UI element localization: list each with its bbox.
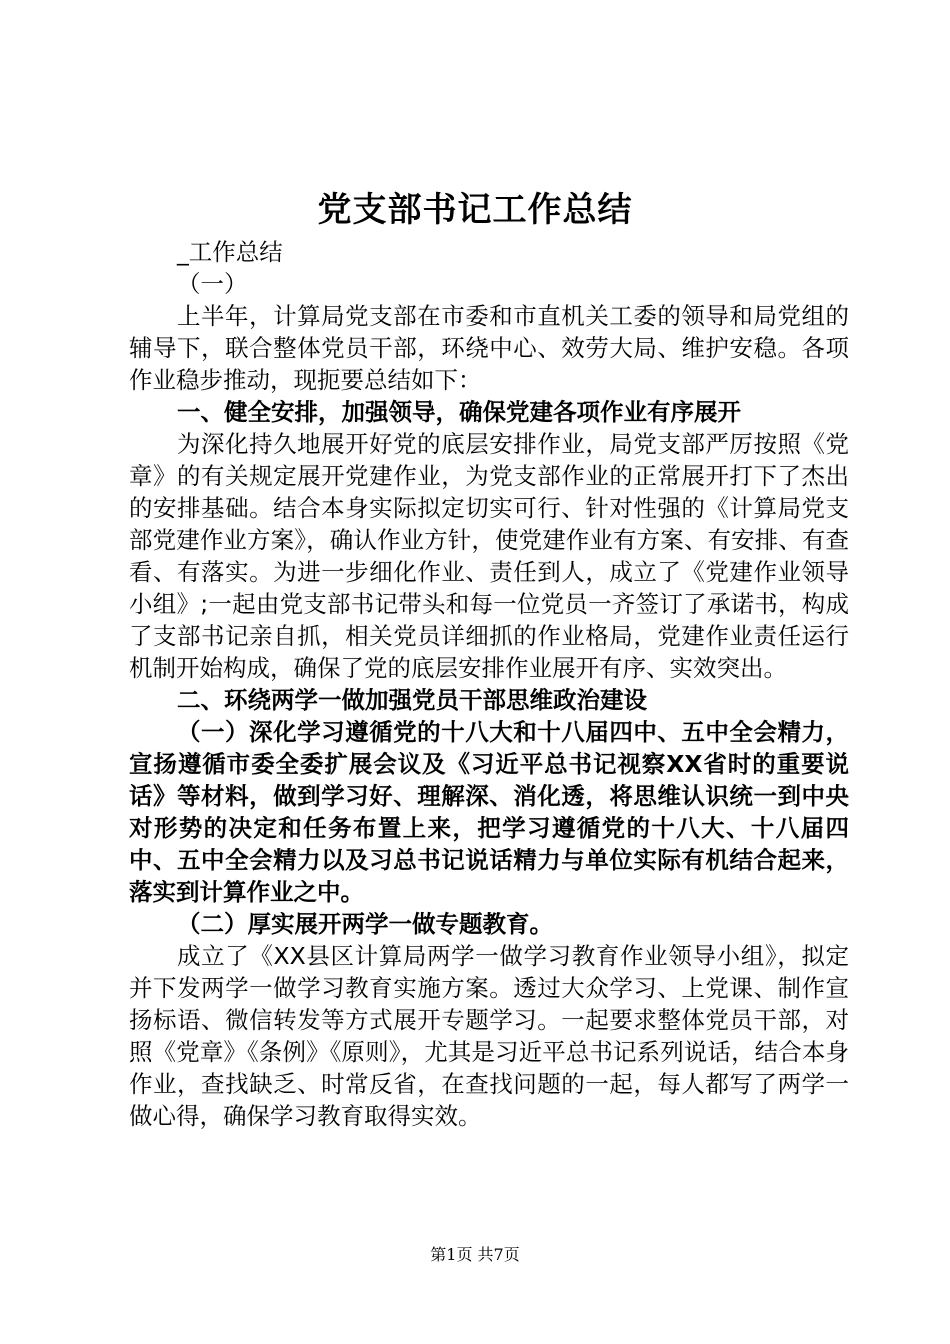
paragraph-special-education: 成立了《XX县区计算局两学一做学习教育作业领导小组》，拟定并下发两学一做学习教育实施方案。透过大众学习、上党课、制作宣扬标语、微信转发等方式展开专题学习。一起要求整体党员干部，对照《党章》《条例》《原则》，尤其是习近平总书记系列说话，结合本身作业，查找缺乏、时常反省，在查找问题的一起，每人都写了两学一做心得，确保学习教育取得实效。 [129, 942, 849, 1130]
subtitle-line: _工作总结 [177, 238, 283, 266]
page-footer: 第1页 共7页 [430, 1245, 520, 1264]
subheading-special-education: （二）厚实展开两学一做专题教育。 [177, 910, 553, 938]
section-marker: （一） [177, 270, 248, 298]
document-title: 党支部书记工作总结 [317, 190, 633, 230]
heading-one: 一、健全安排，加强领导，确保党建各项作业有序展开 [177, 398, 741, 426]
paragraph-study-spirit: （一）深化学习遵循党的十八大和十八届四中、五中全会精力，宣扬遵循市委全委扩展会议及《习近平总书记视察XX省时的重要说话》等材料，做到学习好、理解深、消化透，将思维认识统一到中央对形势的决定和任务布置上来，把学习遵循党的十八大、十八届四中、五中全会精力以及习总书记说话精力与单位实际有机结合起来，落实到计算作业之中。 [129, 718, 849, 906]
paragraph-organization: 为深化持久地展开好党的底层安排作业，局党支部严厉按照《党章》的有关规定展开党建作业，为党支部作业的正常展开打下了杰出的安排基础。结合本身实际拟定切实可行、针对性强的《计算局党支部党建作业方案》，确认作业方针，使党建作业有方案、有安排、有查看、有落实。为进一步细化作业、责任到人，成立了《党建作业领导小组》;一起由党支部书记带头和每一位党员一齐签订了承诺书，构成了支部书记亲自抓，相关党员详细抓的作业格局，党建作业责任运行机制开始构成，确保了党的底层安排作业展开有序、实效突出。 [129, 430, 849, 682]
intro-paragraph: 上半年，计算局党支部在市委和市直机关工委的领导和局党组的辅导下，联合整体党员干部，环绕中心、效劳大局、维护安稳。各项作业稳步推动，现扼要总结如下： [129, 302, 849, 394]
heading-two: 二、环绕两学一做加强党员干部思维政治建设 [177, 686, 647, 714]
document-body [129, 236, 849, 1132]
